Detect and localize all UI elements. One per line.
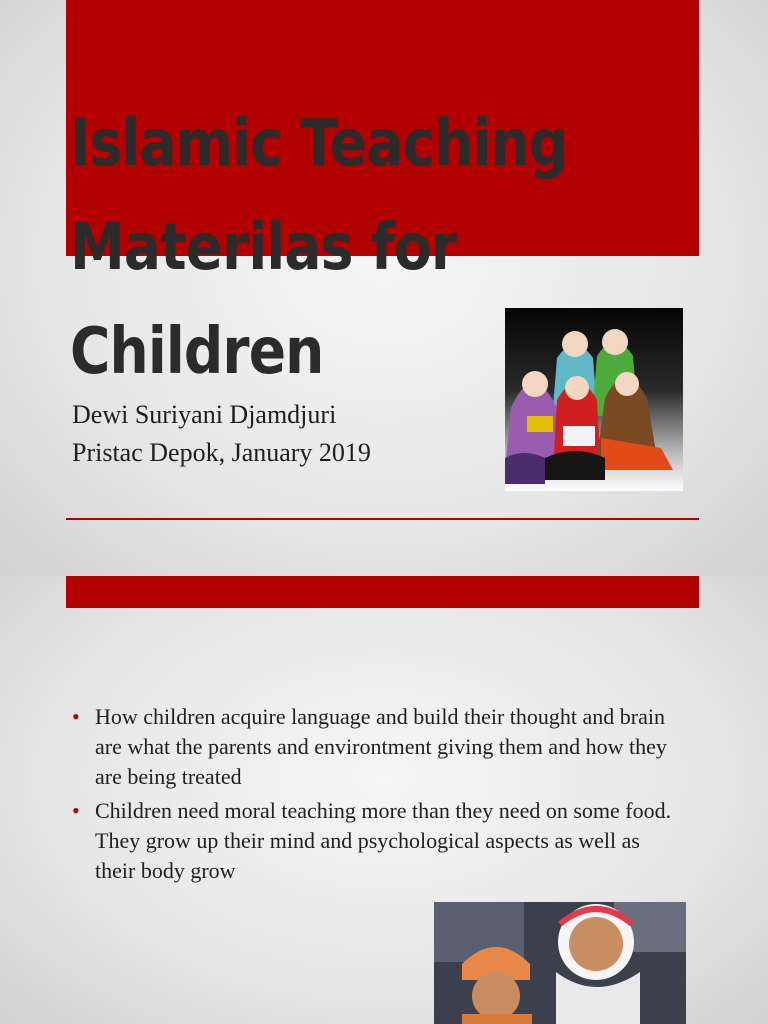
title-divider [66,518,699,520]
content-slide [0,576,768,1024]
content-red-block [66,576,699,608]
author-name: Dewi Suriyani Djamdjuri [72,400,337,429]
bullet-list [72,702,672,890]
children-photo-art [434,902,686,1024]
bullet-text: Children need moral teaching more than they need on some food. They grow up their mind and psychological aspects as well as their body grow [95,798,672,883]
bullet-item [72,702,672,792]
event-date: Pristac Depok, January 2019 [72,438,371,467]
bullet-item [72,796,672,886]
children-photo [434,902,686,1024]
children-illustration-art [505,308,683,491]
children-illustration [505,308,683,491]
bullet-text: How children acquire language and build their thought and brain are what the parents and environtment giving them and how they are being treated [95,704,667,789]
slide-title: Islamic Teaching Materilas for Children [70,107,568,389]
bullet-icon: • [72,704,80,729]
slide-subtitle [72,396,371,472]
bullet-icon: • [72,798,80,823]
